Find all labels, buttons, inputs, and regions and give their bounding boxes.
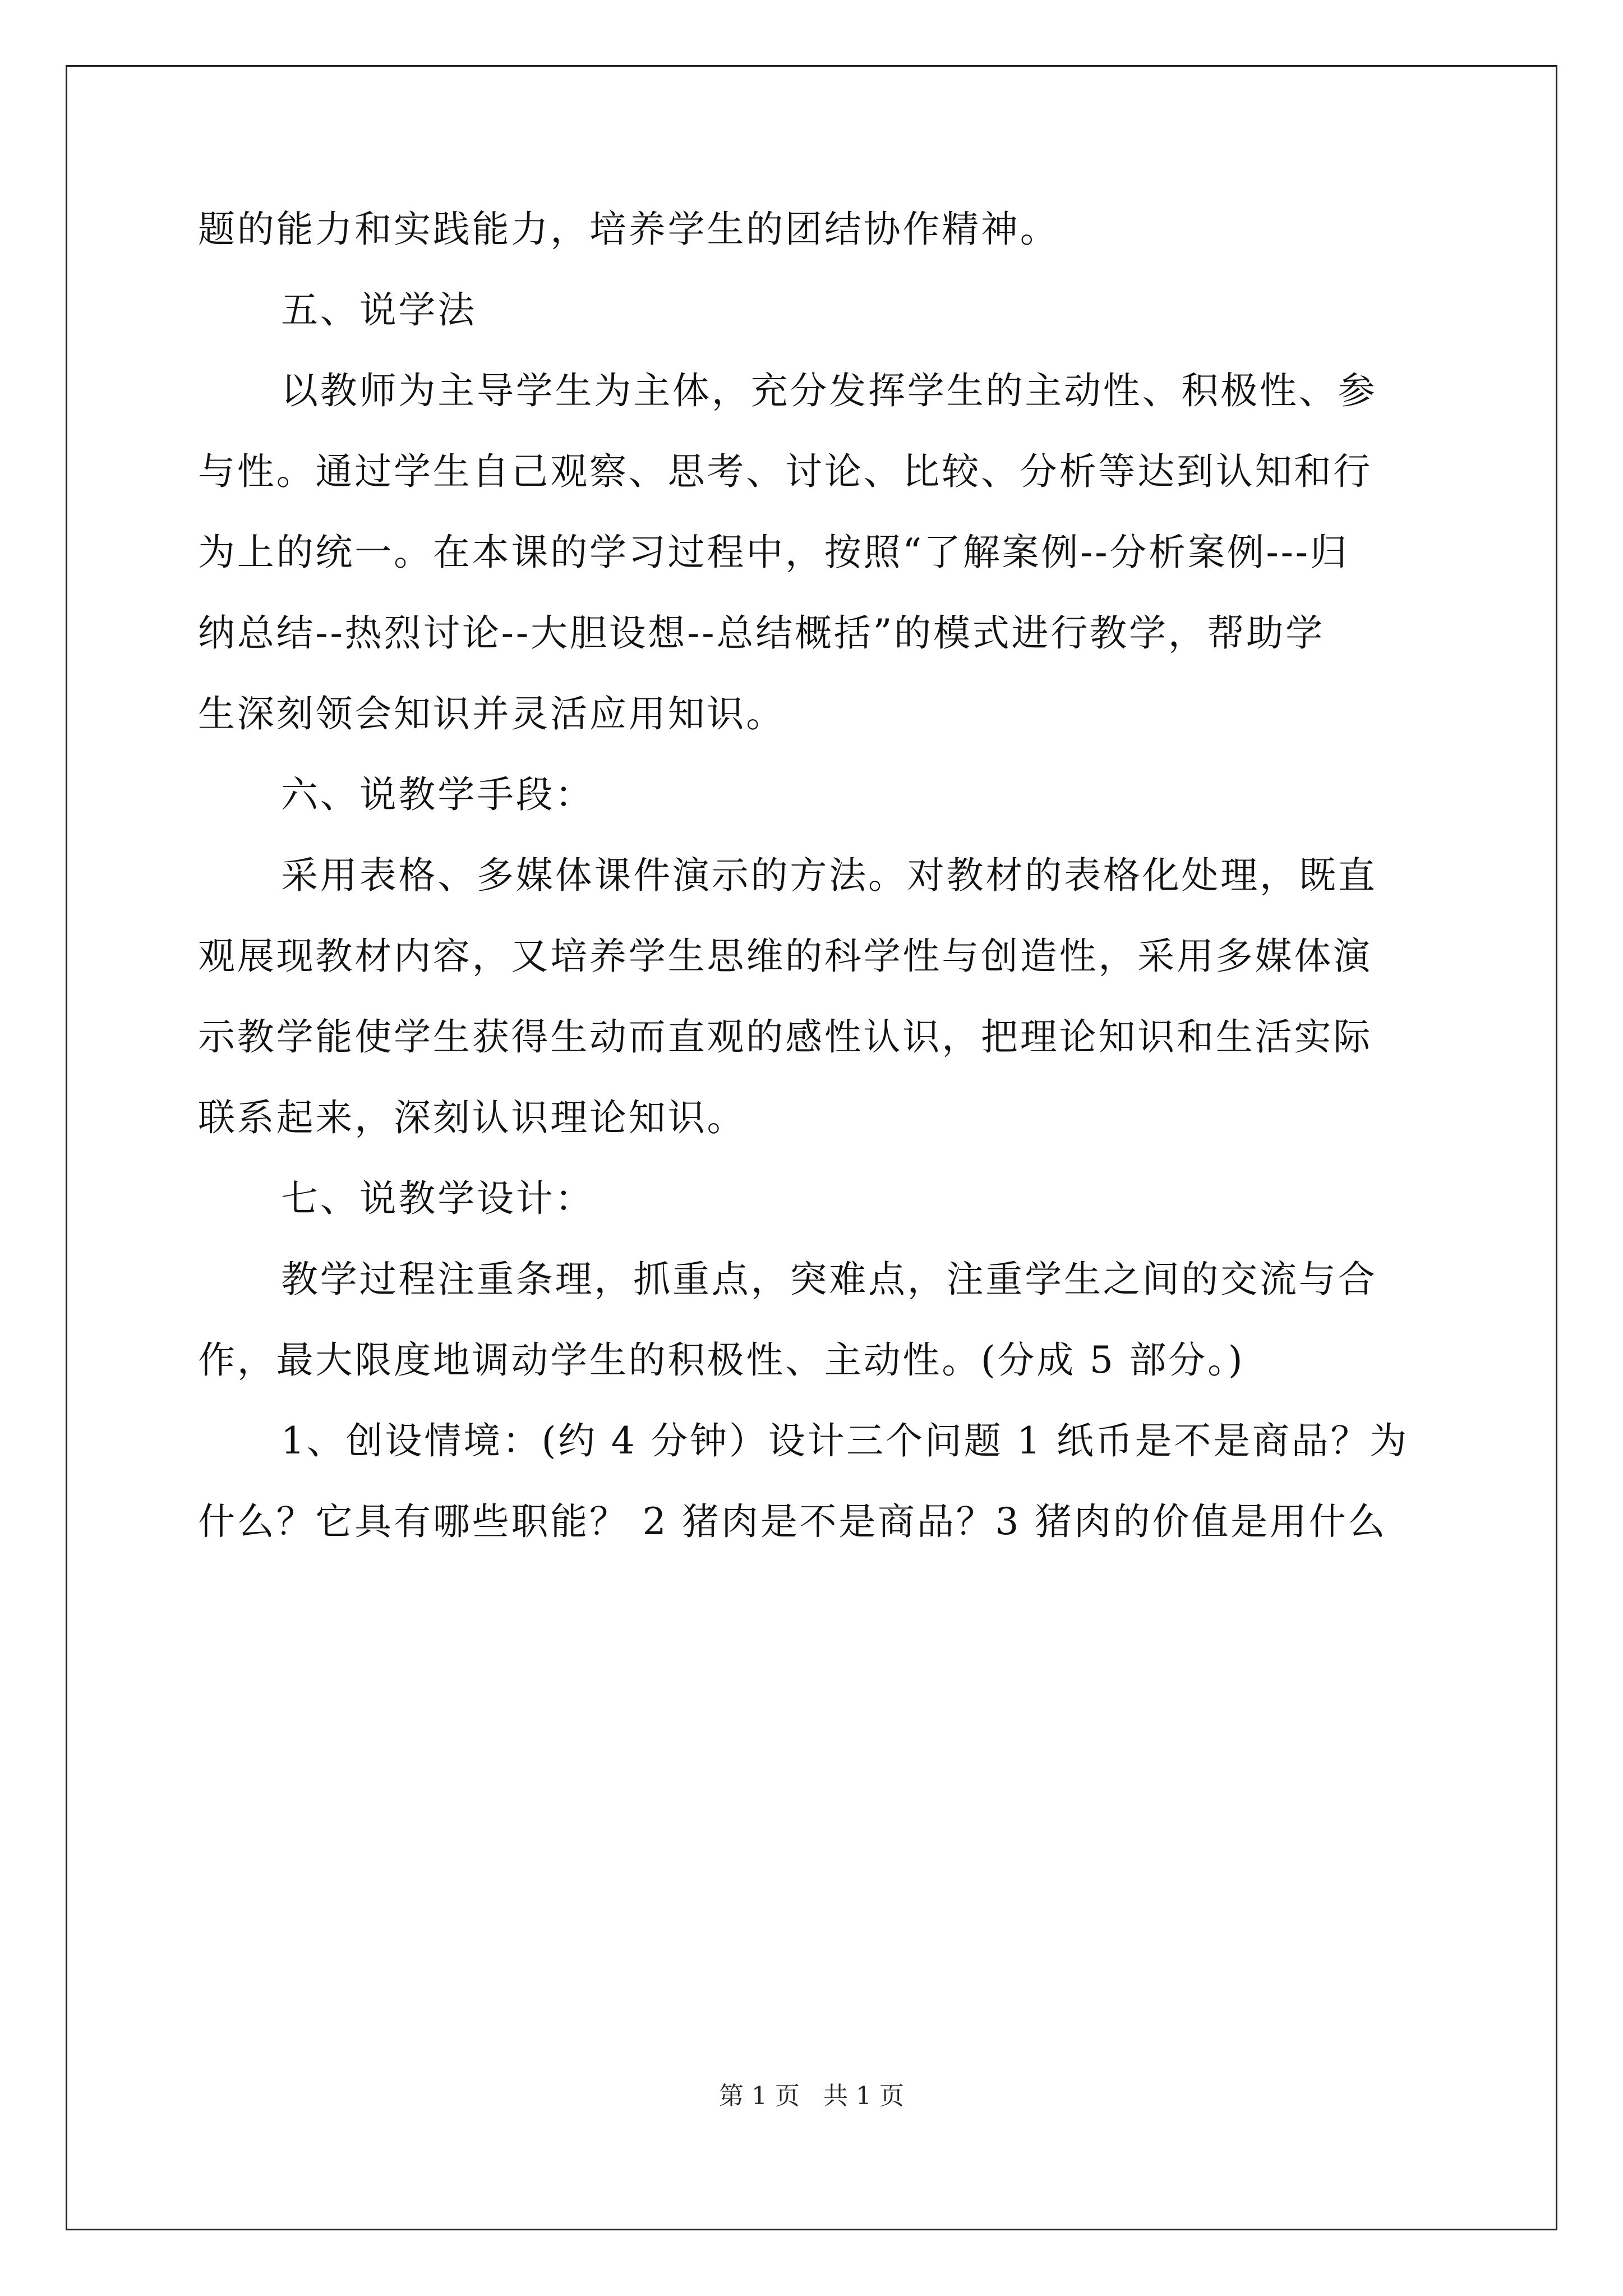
text-line: 以教师为主导学生为主体，充分发挥学生的主动性、积极性、参: [281, 369, 1377, 412]
text-line: 1、创设情境：(约 4 分钟）设计三个问题 1 纸币是不是商品？为: [281, 1419, 1409, 1462]
text-line: 示教学能使学生获得生动而直观的感性认识，把理论知识和生活实际: [198, 1015, 1372, 1059]
text-line: 纳总结--热烈讨论--大胆设想--总结概括”的模式进行教学，帮助学: [198, 611, 1325, 655]
section-heading-teaching-means: 六、说教学手段：: [281, 773, 594, 816]
text-line: 与性。通过学生自己观察、思考、讨论、比较、分析等达到认知和行: [198, 450, 1372, 493]
text-line: 联系起来，深刻认识理论知识。: [198, 1096, 746, 1139]
text-line: 作，最大限度地调动学生的积极性、主动性。(分成 5 部分。): [198, 1338, 1245, 1382]
text-line: 教学过程注重条理，抓重点，突难点，注重学生之间的交流与合: [281, 1258, 1377, 1301]
text-line: 题的能力和实践能力，培养学生的团结协作精神。: [198, 208, 1059, 251]
text-line: 采用表格、多媒体课件演示的方法。对教材的表格化处理，既直: [281, 854, 1377, 897]
page-number-footer: 第 1 页 共 1 页: [719, 2082, 904, 2110]
text-line: 生深刻领会知识并灵活应用知识。: [198, 692, 785, 735]
text-line: 观展现教材内容，又培养学生思维的科学性与创造性，采用多媒体演: [198, 935, 1372, 978]
text-line: 什么？它具有哪些职能？ 2 猪肉是不是商品？3 猪肉的价值是用什么: [198, 1500, 1387, 1543]
section-heading-teaching-design: 七、说教学设计：: [281, 1177, 594, 1220]
text-line: 为上的统一。在本课的学习过程中，按照“了解案例--分析案例---归: [198, 531, 1349, 574]
document-body: [198, 189, 1432, 1562]
section-heading-study-method: 五、说学法: [281, 288, 477, 332]
